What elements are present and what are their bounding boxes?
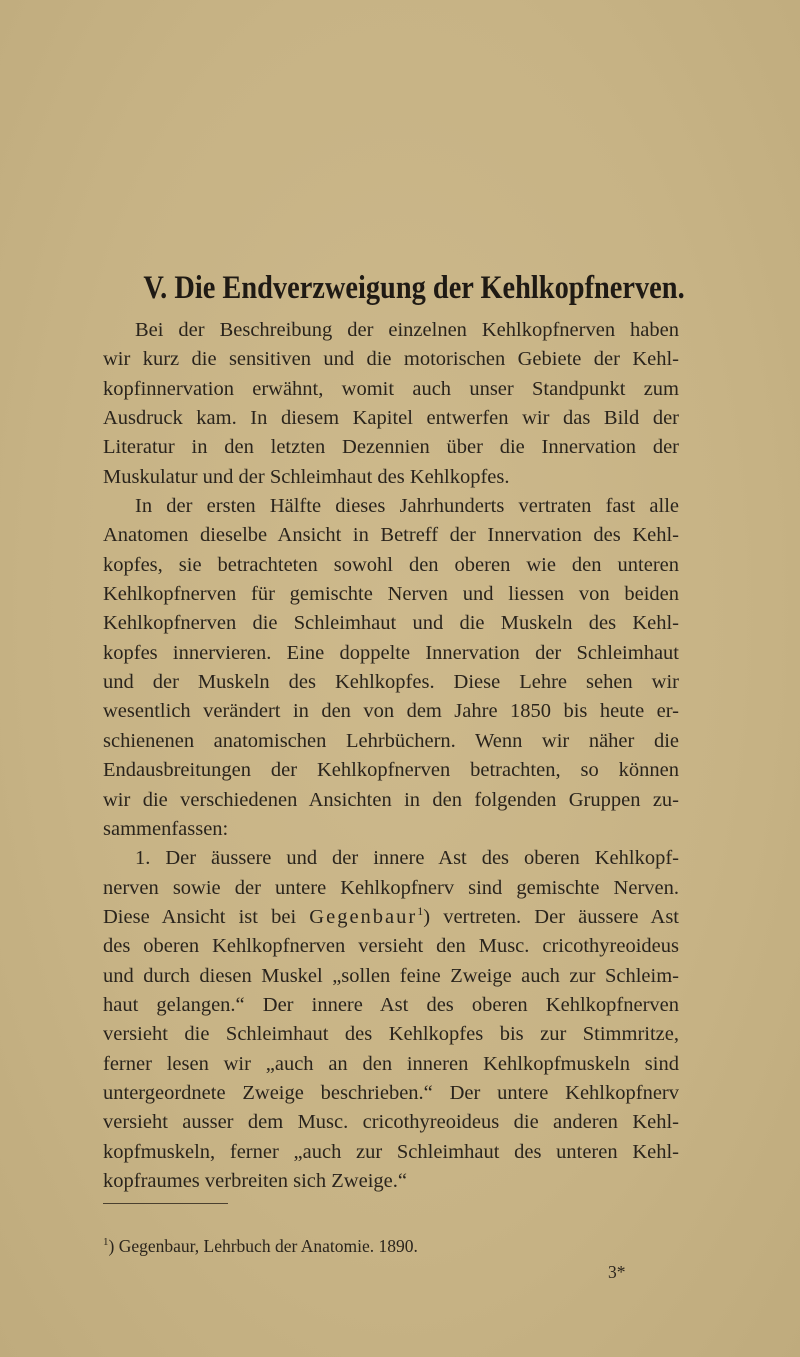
footnote-text: Gegenbaur, Lehrbuch der Anatomie. 1890. [114, 1236, 418, 1256]
text-line: kopfes innervieren. Eine doppelte Innervation der Schleimhaut [103, 641, 679, 664]
text-line: wesentlich verändert in den von dem Jahre 1850 bis heute er- [103, 700, 679, 723]
text-line: Anatomen dieselbe Ansicht in Betreff der Innervation des Kehl- [103, 524, 679, 547]
text-line: kopfinnervation erwähnt, womit auch unser Standpunkt zum [103, 377, 679, 400]
text-line: kopfes, sie betrachteten sowohl den oberen wie den unteren [103, 553, 679, 576]
text-line: versieht die Schleimhaut des Kehlkopfes bis zur Stimmritze, [103, 1023, 679, 1046]
line-sup: 1 [417, 904, 424, 919]
text-line: und der Muskeln des Kehlkopfes. Diese Lehre sehen wir [103, 671, 679, 694]
text-line: Muskulatur und der Schleimhaut des Kehlkopfes. [103, 465, 510, 488]
text-line: wir kurz die sensitiven und die motorischen Gebiete der Kehl- [103, 348, 679, 371]
text-line: Ausdruck kam. In diesem Kapitel entwerfen wir das Bild der [103, 407, 679, 430]
text-line: nerven sowie der untere Kehlkopfnerv sind gemischte Nerven. [103, 876, 679, 899]
text-line: schienenen anatomischen Lehrbüchern. Wenn wir näher die [103, 729, 679, 752]
text-line: versieht ausser dem Musc. cricothyreoideus die anderen Kehl- [103, 1111, 679, 1134]
text-line: Kehlkopfnerven die Schleimhaut und die Muskeln des Kehl- [103, 612, 679, 635]
page-signature: 3* [608, 1262, 626, 1282]
footnote-mark: 1 [103, 1236, 109, 1249]
text-line: untergeordnete Zweige beschrieben.“ Der untere Kehlkopfnerv [103, 1081, 679, 1104]
text-line: sammenfassen: [103, 817, 229, 840]
body-text [103, 316, 679, 1196]
text-line: des oberen Kehlkopfnerven versieht den Musc. cricothyreoideus [103, 935, 679, 958]
text-line: und durch diesen Muskel „sollen feine Zweige auch zur Schleim- [103, 964, 679, 987]
text-line: Kehlkopfnerven für gemischte Nerven und liessen von beiden [103, 583, 679, 606]
line-spaced: Gegenbaur [309, 905, 418, 928]
text-line: wir die verschiedenen Ansichten in den folgenden Gruppen zu- [103, 788, 679, 811]
footnote-mark-close: ) [108, 1236, 115, 1256]
text-line: In der ersten Hälfte dieses Jahrhunderts vertraten fast alle [135, 495, 679, 518]
footnote [103, 1236, 418, 1257]
footnote-divider [103, 1203, 228, 1204]
chapter-title: V. Die Endverzweigung der Kehlkopfnerven. [143, 270, 685, 306]
text-line: kopfraumes verbreiten sich Zweige.“ [103, 1169, 407, 1192]
text-line: ferner lesen wir „auch an den inneren Kehlkopfmuskeln sind [103, 1052, 679, 1075]
text-line: Endausbreitungen der Kehlkopfnerven betrachten, so können [103, 759, 679, 782]
text-line: Literatur in den letzten Dezennien über die Innervation der [103, 436, 679, 459]
text-line: 1. Der äussere und der innere Ast des oberen Kehlkopf- [135, 847, 679, 870]
text-line: haut gelangen.“ Der innere Ast des oberen Kehlkopfnerven [103, 993, 679, 1016]
text-line [103, 903, 679, 932]
text-line: Bei der Beschreibung der einzelnen Kehlkopfnerven haben [135, 319, 679, 341]
line-post: ) vertreten. Der äussere Ast [423, 905, 679, 928]
text-line: kopfmuskeln, ferner „auch zur Schleimhaut des unteren Kehl- [103, 1140, 679, 1163]
line-pre: Diese Ansicht ist bei [103, 905, 310, 928]
